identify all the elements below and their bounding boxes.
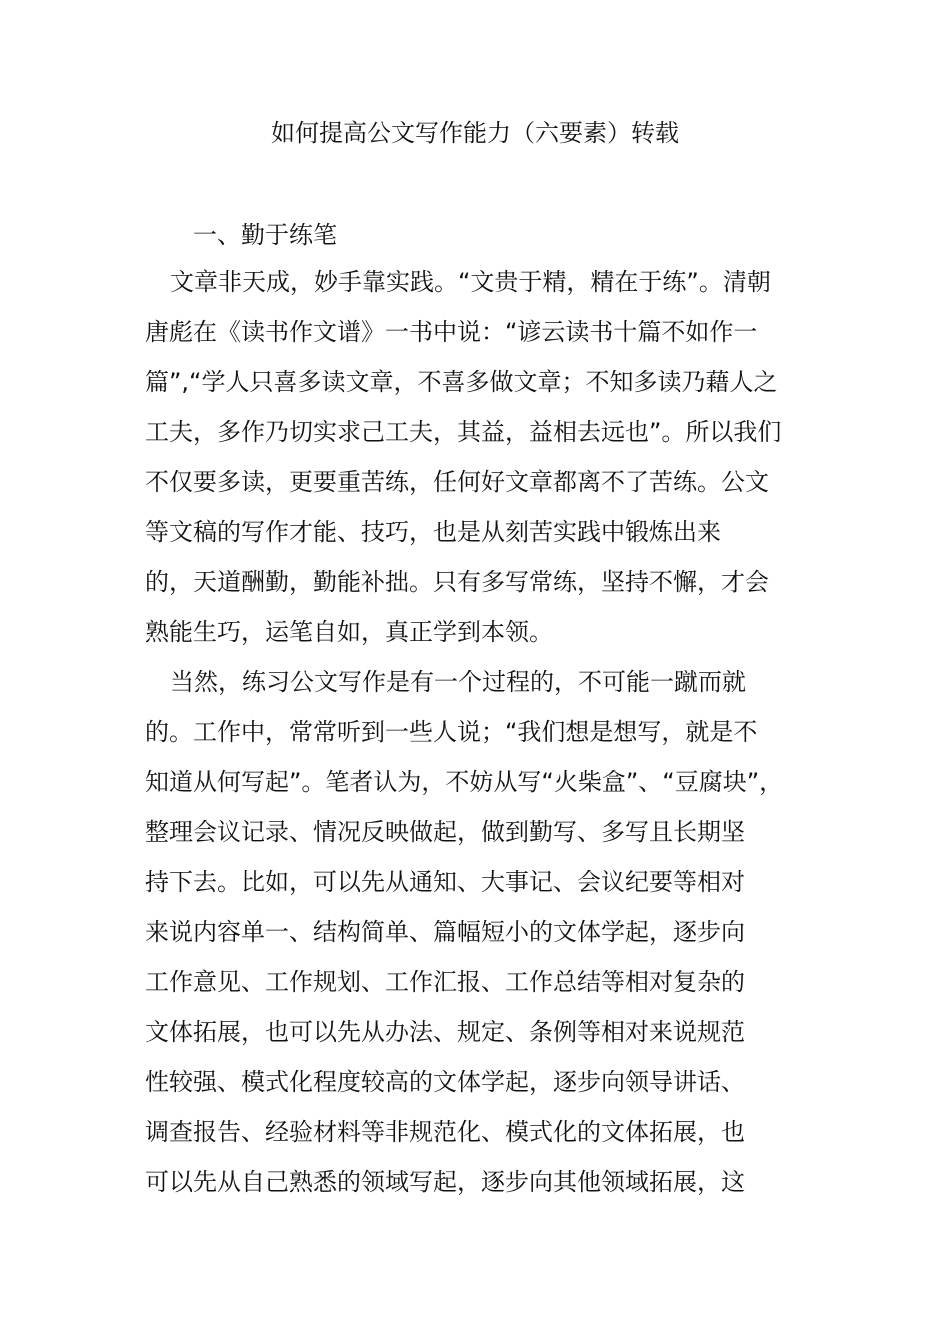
text-line: 唐彪在《读书作文谱》一书中说：“谚云读书十篇不如作一: [145, 318, 758, 346]
text-line: 文章非天成，妙手靠实践。“文贵于精，精在于练”。清朝: [170, 268, 771, 296]
text-line: 不仅要多读，更要重苦练，任何好文章都离不了苦练。公文: [145, 468, 769, 496]
text-line: 持下去。比如，可以先从通知、大事记、会议纪要等相对: [145, 868, 745, 896]
text-line: 性较强、模式化程度较高的文体学起，逐步向领导讲话、: [145, 1068, 745, 1096]
text-line: 的。工作中，常常听到一些人说；“我们想是想写，就是不: [145, 718, 758, 746]
text-line: 的，天道酬勤，勤能补拙。只有多写常练，坚持不懈，才会: [145, 568, 769, 596]
text-line: 整理会议记录、情况反映做起，做到勤写、多写且长期坚: [145, 818, 745, 846]
text-line: 工作意见、工作规划、工作汇报、工作总结等相对复杂的: [145, 968, 745, 996]
text-line: 工夫，多作乃切实求己工夫，其益，益相去远也”。所以我们: [145, 418, 782, 446]
body-text: [145, 265, 815, 1215]
text-line: 当然，练习公文写作是有一个过程的，不可能一蹴而就: [170, 668, 746, 696]
text-line: 篇”,“学人只喜多读文章，不喜多做文章；不知多读乃藉人之: [145, 368, 778, 396]
text-line: 调查报告、经验材料等非规范化、模式化的文体拓展，也: [145, 1118, 745, 1146]
text-line: 来说内容单一、结构简单、篇幅短小的文体学起，逐步向: [145, 918, 745, 946]
document-title: 如何提高公文写作能力（六要素）转载: [271, 119, 679, 147]
section-heading: 一、勤于练笔: [193, 221, 337, 249]
text-line: 等文稿的写作才能、技巧，也是从刻苦实践中锻炼出来: [145, 518, 721, 546]
text-line: 文体拓展，也可以先从办法、规定、条例等相对来说规范: [145, 1018, 745, 1046]
text-line: 知道从何写起”。笔者认为，不妨从写“火柴盒”、“豆腐块”，: [145, 768, 784, 796]
text-line: 可以先从自己熟悉的领域写起，逐步向其他领域拓展，这: [145, 1168, 745, 1196]
text-line: 熟能生巧，运笔自如，真正学到本领。: [145, 618, 553, 646]
